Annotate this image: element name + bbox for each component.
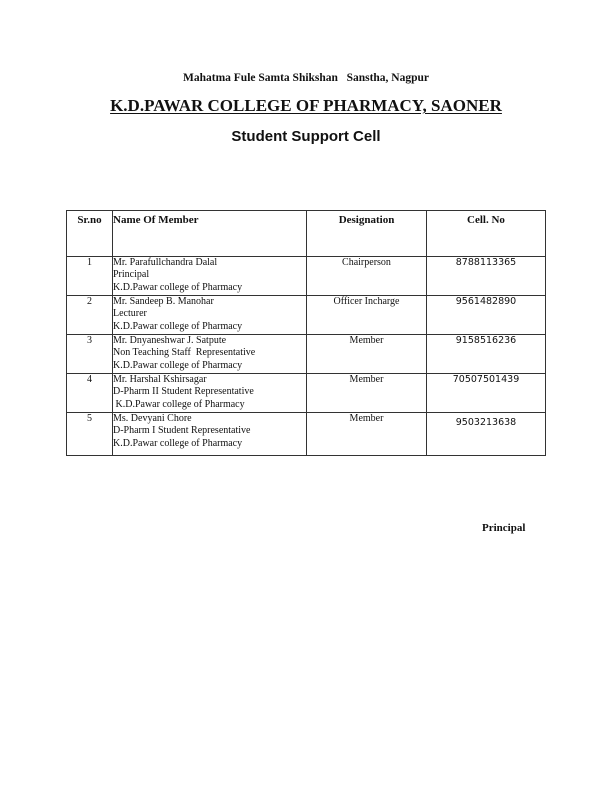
member-role: Non Teaching Staff Representative xyxy=(113,347,256,359)
column-header-designation: Designation xyxy=(307,211,427,257)
member-name: Mr. Sandeep B. Manohar xyxy=(113,296,214,307)
row-designation: Member xyxy=(307,335,427,374)
member-name: Mr. Dnyaneshwar J. Satpute xyxy=(113,335,227,346)
row-name xyxy=(113,413,307,456)
member-name: Mr. Parafullchandra Dalal xyxy=(113,257,218,268)
row-name xyxy=(113,296,307,335)
member-institution: K.D.Pawar college of Pharmacy xyxy=(113,359,243,371)
row-srno: 1 xyxy=(67,257,113,296)
row-cell-number: 9158516236 xyxy=(427,335,546,374)
row-name xyxy=(113,335,307,374)
college-name: K.D.PAWAR COLLEGE OF PHARMACY, SAONER xyxy=(110,96,502,115)
member-role: Lecturer xyxy=(113,308,147,320)
table-row xyxy=(67,296,546,335)
row-srno: 4 xyxy=(67,374,113,413)
signature-label: Principal xyxy=(482,522,526,534)
row-cell-number: 9503213638 xyxy=(427,413,546,456)
row-designation: Chairperson xyxy=(307,257,427,296)
column-header-cell: Cell. No xyxy=(427,211,546,257)
table-row xyxy=(67,413,546,456)
member-role: D-Pharm II Student Representative xyxy=(113,386,254,398)
row-designation: Member xyxy=(307,374,427,413)
member-institution: K.D.Pawar college of Pharmacy xyxy=(113,398,245,410)
row-designation: Officer Incharge xyxy=(307,296,427,335)
member-institution: K.D.Pawar college of Pharmacy xyxy=(113,320,243,332)
member-role: D-Pharm I Student Representative xyxy=(113,425,251,437)
row-srno: 5 xyxy=(67,413,113,456)
member-name: Mr. Harshal Kshirsagar xyxy=(113,374,207,385)
row-srno: 2 xyxy=(67,296,113,335)
members-table xyxy=(66,210,546,456)
column-header-name: Name Of Member xyxy=(113,211,307,257)
table-row xyxy=(67,335,546,374)
column-header-srno: Sr.no xyxy=(67,211,113,257)
row-name xyxy=(113,374,307,413)
member-institution: K.D.Pawar college of Pharmacy xyxy=(113,437,243,449)
member-role: Principal xyxy=(113,269,150,281)
row-cell-number: 70507501439 xyxy=(427,374,546,413)
organization-name: Mahatma Fule Samta Shikshan Sanstha, Nagpur xyxy=(182,72,430,84)
table-row xyxy=(67,374,546,413)
row-name xyxy=(113,257,307,296)
row-cell-number: 8788113365 xyxy=(427,257,546,296)
row-designation: Member xyxy=(307,413,427,456)
member-institution: K.D.Pawar college of Pharmacy xyxy=(113,281,243,293)
table-header-row xyxy=(67,211,546,257)
member-name: Ms. Devyani Chore xyxy=(113,413,192,424)
table-row xyxy=(67,257,546,296)
row-srno: 3 xyxy=(67,335,113,374)
page-title: Student Support Cell xyxy=(231,128,381,145)
row-cell-number: 9561482890 xyxy=(427,296,546,335)
